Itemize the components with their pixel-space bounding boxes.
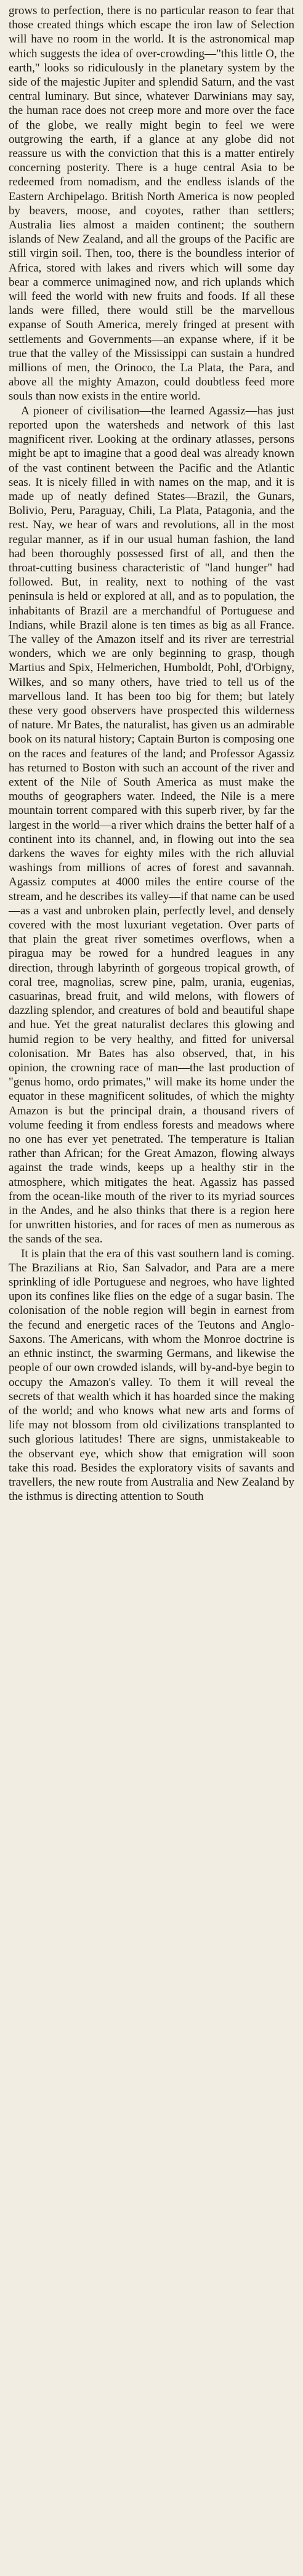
article-paragraph-2: A pioneer of civilisation—the learned Agassiz—has just reported upon the watersheds and network of this last magnificent river. Looking at the ordinary atlasses, persons might be apt to imagine that a good deal was already known of the vast continent between the Pacific and the Atlantic seas. It is nicely filled in with names on the map, and it is made up of neatly defined States—Brazil, the Gunars, Bolivio, Peru, Paraguay, Chili, La Plata, Patagonia, and the rest. Nay, we hear of wars and revolutions, all in the most regular manner, as if in our usual human fashion, the land had been thoroughly possessed first of all, and then the throat-cutting business characteristic of "land hunger" had followed. But, in reality, next to nothing of the vast peninsula is held or explored at all, and as to population, the inhabitants of Brazil are a merchandful of Portuguese and Indians, while Brazil alone is ten times as big as all France. The valley of the Amazon itself and its river are terrestrial wonders, which we are only beginning to grasp, though Martius and Spix, Helmerichen, Humboldt, Pohl, d'Orbigny, Wilkes, and so many others, have tried to tell us of the marvellous land. It has been too big for them; but lately these very good observers have prospected this wilderness of nature. Mr Bates, the naturalist, has given us an admirable book on its natural history; Captain Burton is composing one on the races and features of the land; and Professor Agassiz has returned to Boston with such an account of the river and extent of the Nile of South America as must make the mouths of geographers water. Indeed, the Nile is a mere mountain torrent compared with this superb river, by far the largest in the world—a river which drains the better half of a continent into its channel, and, in flowing out into the sea darkens the waves for eighty miles with the rich alluvial washings from millions of acres of forest and savannah. Agassiz computes at 4000 miles the entire course of the stream, and he describes its valley—if that name can be used—as a vast and unbroken plain, perfectly level, and densely covered with the most luxuriant vegetation. Over parts of that plain the great river sometimes overflows, when a piragua may be rowed for a hundred leagues in any direction, through labyrinth of gorgeous tropical growth, of coral tree, magnolias, screw pine, palm, urania, eugenias, casuarinas, bread fruit, and wild melons, with flowers of dazzling splendor, and creatures of bold and beautiful shape and hue. Yet the great naturalist declares this glowing and humid region to be very healthy, and fitted for universal colonisation. Mr Bates has also observed, that, in his opinion, the crowning race of man—the last production of "genus homo, ordo primates," will make its home under the equator in these magnificent solitudes, of which the mighty Amazon is but the principal drain, a thousand rivers of volume feeding it from endless forests and meadows where no one has ever yet penetrated. The temperature is Italian rather than African; for the Great Amazon, flowing always against the trade winds, keeps up a healthy stir in the atmosphere, which mitigates the heat. Agassiz has passed from the ocean-like mouth of the river to its myriad sources in the Andes, and he also thinks that there is a region here for unwritten histories, and for races of men as numerous as the sands of the sea. xyxy=(9,404,294,1246)
article-paragraph-3-text: It is plain that the era of this vast southern land is coming. The Brazilians at Rio, San Salvador, and Para are a mere sprinkling of idle Portuguese and negroes, who have lighted upon its confines like flies on the edge of a sugar basin. The colonisation of the noble region will begin in earnest from the fecund and energetic races of the Teutons and Anglo-Saxons. The Americans, with whom the Monroe doctrine is an ethnic instinct, the swarming Germans, and likewise the people of our own crowded islands, will by-and-bye begin to occupy the Amazon's valley. To them it will reveal the secrets of that wealth which it has hoarded since the making of the world; and who knows what new arts and forms of life may not blossom from old civilizations transplanted to such glorious latitudes! There are signs, unmistakeable to the observant eye, which show that emigration will soon take this road. Besides the exploratory visits of savants and travellers, the new route from Australia and New Zealand by the isthmus is directing attention to South xyxy=(9,1247,294,1503)
article-paragraph-1: grows to perfection, there is no particular reason to fear that those created things which escape the iron law of Selection will have no room in the world. It is the astronomical map which suggests the idea of over-crowding—"this little O, the earth," looks so ridiculously in the planetary system by the side of the majestic Jupiter and splendid Saturn, and the vast central luminary. But since, whatever Darwinians may say, the human race does not creep more and more over the face of the globe, we really might begin to feel we were outgrowing the earth, if a glance at any globe did not reassure us with the conviction that this is a matter entirely concerning posterity. There is a huge central Asia to be redeemed from nomadism, and the endless islands of the Eastern Archipelago. British North America is now peopled by beavers, moose, and coyotes, rather than settlers; Australia lies almost a maiden continent; the southern islands of New Zealand, and all the groups of the Pacific are still virgin soil. Then, too, there is the boundless interior of Africa, stored with lakes and rivers which will some day bear a commerce unimagined now, and rich uplands which will feed the world with new fruits and foods. If all these lands were filled, there would still be the marvellous expanse of South America, merely fringed at present with settlements and Governments—an expanse where, if it be true that the valley of the Mississippi can sustain a hundred millions of men, the Orinoco, the La Plata, the Para, and above all the mighty Amazon, could doubtless feed more souls than now exists in the entire world. xyxy=(9,4,294,403)
article-paragraph-3 xyxy=(9,1247,294,1504)
